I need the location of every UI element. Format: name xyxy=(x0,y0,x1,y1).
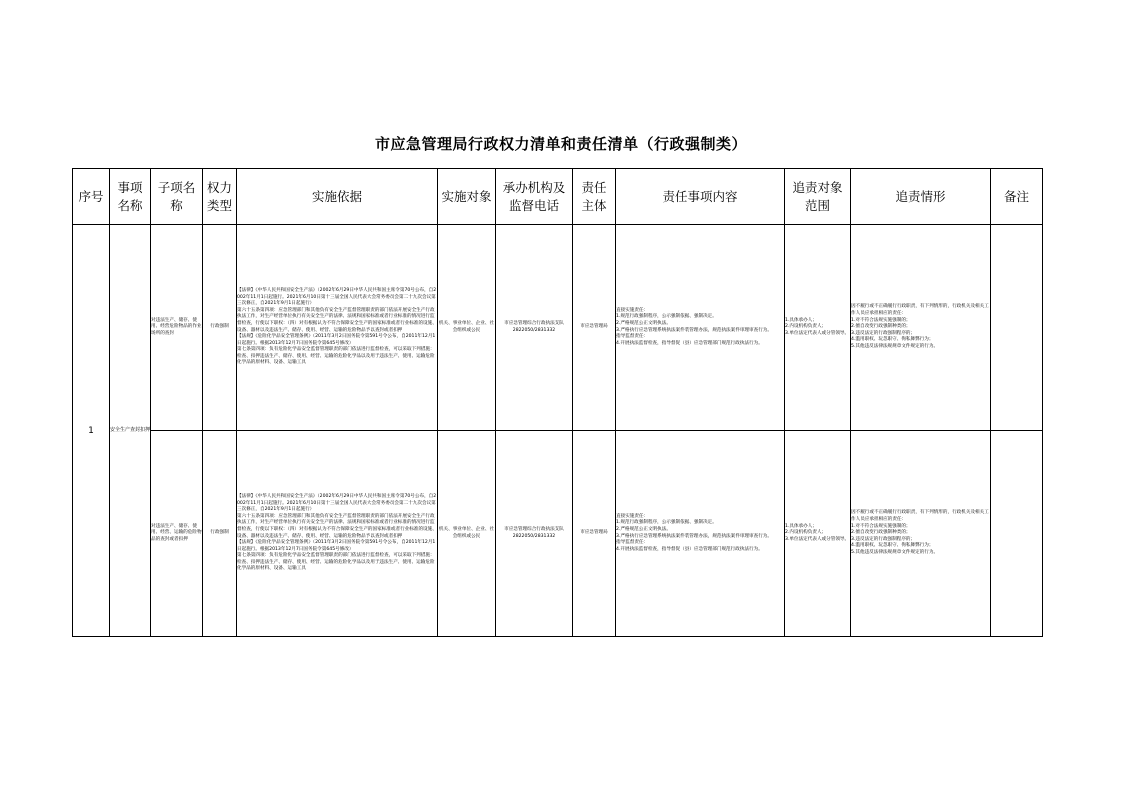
header-item-name: 事项 名称 xyxy=(110,169,151,225)
row-subject: 市应急管理局 xyxy=(573,225,616,431)
row-sub-item: 对违法生产、储存、使用、经营危险物品的作业场所的查封 xyxy=(151,225,203,431)
row-basis: 【法律】《中华人民共和国安全生产法》（2002年6月29日中华人民共和国主席令第70号公布，自2002年11月1日起施行。2021年6月10日第十三届全国人民代表大会常务委员会第二十九次会议第三次修正，自2021年9月1日起施行） 第六十五条第四项：应急管理部门和其他负有安全生产监督管理职责的部门依法开展安全生产行政执法工作，对生产经营单位执行有关安全生产的法律、法规和国家标准或者行业标准的情况进行监督检查，行使以下职权：（四）对有根据认为不符合保障安全生产的国家标准或者行业标准的设施、设备、器材以及违法生产、储存、使用、经营、运输的危险物品予以查封或者扣押 【法规】《危险化学品安全管理条例》（2011年3月2日国务院令第591号令公布，自2011年12月1日起施行。根据2013年12月7日国务院令第645号修改） 第七条第四项：负有危险化学品安全监督管理职责的部门依法进行监督检查，可以采取下列措施：检查、扣押违法生产、储存、使用、经营、运输的危险化学品以及用于违法生产、使用、运输危险化学品的原材料、设备、运输工具 xyxy=(237,225,438,431)
header-basis: 实施依据 xyxy=(237,169,438,225)
header-remark: 备注 xyxy=(991,169,1043,225)
header-seq: 序号 xyxy=(73,169,110,225)
row-remark xyxy=(991,431,1043,637)
row-remark xyxy=(991,225,1043,431)
row-duty: 直接实施责任： 1.规范行政强制程序，公示强制依据、强制决定。 2.严格规范公正文明执法。 3.严格执行应急管理系统执法案件装管理办法，规范执法案件审理审查行为。 指导监督责任： 4.开展执法监督检查，指导督促（县）应急管理部门规范行政执法行为。 xyxy=(616,431,785,637)
row-seq: 1 xyxy=(73,225,110,637)
header-power-type: 权力 类型 xyxy=(203,169,237,225)
header-situation: 追责情形 xyxy=(851,169,991,225)
header-duty: 责任事项内容 xyxy=(616,169,785,225)
header-row xyxy=(73,169,1043,225)
row-org-phone: 市应急管理综合行政执法支队 2822050/2831332 xyxy=(496,225,573,431)
row-duty: 直接实施责任： 1.规范行政强制程序，公示强制依据、强制决定。 2.严格规范公正文明执法。 3.严格执行应急管理系统执法案件装管理办法，规范执法案件审理审查行为。 指导监督责任： 4.开展执法监督检查，指导督促（县）应急管理部门规范行政执法行为。 xyxy=(616,225,785,431)
table-row xyxy=(73,431,1043,637)
row-basis: 【法律】《中华人民共和国安全生产法》（2002年6月29日中华人民共和国主席令第70号公布，自2002年11月1日起施行。2021年6月10日第十三届全国人民代表大会常务委员会第二十九次会议第三次修正，自2021年9月1日起施行） 第六十五条第四项：应急管理部门和其他负有安全生产监督管理职责的部门依法开展安全生产行政执法工作，对生产经营单位执行有关安全生产的法律、法规和国家标准或者行业标准的情况进行监督检查，行使以下职权：（四）对有根据认为不符合保障安全生产的国家标准或者行业标准的设施、设备、器材以及违法生产、储存、使用、经营、运输的危险物品予以查封或者扣押 【法规】《危险化学品安全管理条例》（2011年3月2日国务院令第591号令公布，自2011年12月1日起施行。根据2013年12月7日国务院令第645号修改） 第七条第四项：负有危险化学品安全监督管理职责的部门依法进行监督检查，可以采取下列措施：检查、扣押违法生产、储存、使用、经营、运输的危险化学品以及用于违法生产、使用、运输危险化学品的原材料、设备、运输工具 xyxy=(237,431,438,637)
row-target: 机关、事业单位、企业、社会组织或公民 xyxy=(438,225,496,431)
row-power-type: 行政强制 xyxy=(203,225,237,431)
row-scope: 1.具体承办人； 2.内设机构负责人； 3.单位法定代表人或分管领导。 xyxy=(785,225,851,431)
header-org-phone: 承办机构及 监督电话 xyxy=(496,169,573,225)
header-target: 实施对象 xyxy=(438,169,496,225)
row-subject: 市应急管理局 xyxy=(573,431,616,637)
row-target: 机关、事业单位、企业、社会组织或公民 xyxy=(438,431,496,637)
header-subject: 责任 主体 xyxy=(573,169,616,225)
row-power-type: 行政强制 xyxy=(203,431,237,637)
power-list-table xyxy=(72,168,1043,637)
table-row xyxy=(73,225,1043,431)
row-situation: 因不履行或不正确履行行政职责，有下列情形的，行政机关及相关工作人员应承担相应的责任： 1.对不符合法规实施强制的； 2.擅自改变行政强制种类的； 3.违反法定的行政强制程序的； 4.滥用职权、玩忽职守、徇私舞弊行为； 5.其他违反法律法规规章文件规定的行为。 xyxy=(851,431,991,637)
row-situation: 因不履行或不正确履行行政职责，有下列情形的，行政机关及相关工作人员应承担相应的责任： 1.对不符合法规实施强制的； 2.擅自改变行政强制种类的； 3.违反法定的行政强制程序的； 4.滥用职权、玩忽职守、徇私舞弊行为； 5.其他违反法律法规规章文件规定的行为。 xyxy=(851,225,991,431)
row-item-name: 安全生产查封扣押 xyxy=(110,225,151,637)
header-scope: 追责对象 范围 xyxy=(785,169,851,225)
row-sub-item: 对违法生产、储存、使用、经营、运输的危险物品的查封或者扣押 xyxy=(151,431,203,637)
row-org-phone: 市应急管理综合行政执法支队 2822050/2831332 xyxy=(496,431,573,637)
document-title: 市应急管理局行政权力清单和责任清单（行政强制类） xyxy=(374,135,747,153)
row-scope: 1.具体承办人； 2.内设机构负责人； 3.单位法定代表人或分管领导。 xyxy=(785,431,851,637)
header-sub-item: 子项名 称 xyxy=(151,169,203,225)
